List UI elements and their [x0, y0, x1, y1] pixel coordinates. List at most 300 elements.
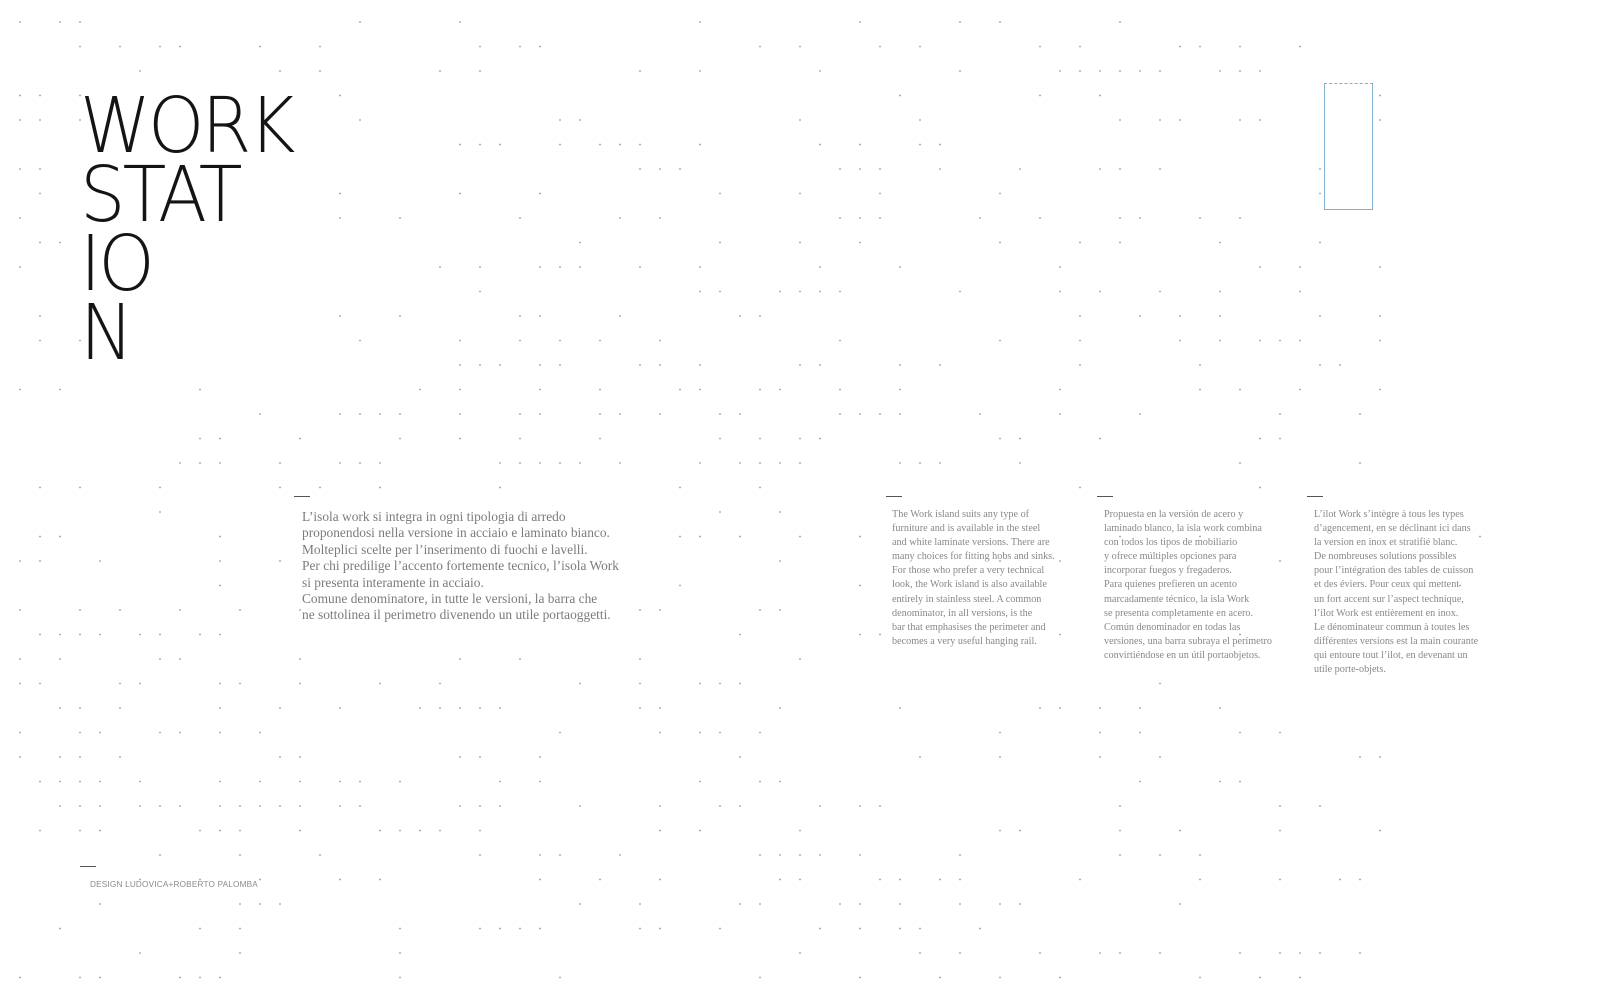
grid-dot [659, 928, 661, 930]
page-title [80, 82, 293, 378]
grid-dot [1279, 413, 1281, 415]
grid-dot [1359, 413, 1361, 415]
grid-dot [419, 389, 421, 391]
grid-dot [79, 781, 81, 783]
grid-dot [159, 487, 161, 489]
grid-dot [1039, 95, 1041, 97]
grid-dot [1379, 389, 1381, 391]
grid-dot [399, 315, 401, 317]
grid-dot [579, 119, 581, 121]
grid-dot [1099, 70, 1101, 72]
grid-dot [519, 413, 521, 415]
grid-dot [299, 658, 301, 660]
grid-dot [59, 658, 61, 660]
grid-dot [239, 609, 241, 611]
grid-dot [459, 658, 461, 660]
grid-dot [1319, 364, 1321, 366]
grid-dot [39, 781, 41, 783]
grid-dot [419, 830, 421, 832]
grid-dot [79, 805, 81, 807]
grid-dot [1079, 364, 1081, 366]
grid-dot [839, 340, 841, 342]
grid-dot [799, 879, 801, 881]
grid-dot [579, 903, 581, 905]
grid-dot [539, 46, 541, 48]
grid-dot [59, 242, 61, 244]
grid-dot [639, 144, 641, 146]
grid-dot [539, 315, 541, 317]
grid-dot [439, 266, 441, 268]
grid-dot [639, 658, 641, 660]
title-line-2: STAT [80, 151, 240, 240]
grid-dot [1059, 266, 1061, 268]
grid-dot [219, 536, 221, 538]
grid-dot [199, 928, 201, 930]
grid-dot [699, 21, 701, 23]
grid-dot [699, 683, 701, 685]
en-line: becomes a very useful hanging rail. [892, 635, 1037, 647]
grid-dot [1259, 340, 1261, 342]
grid-dot [719, 732, 721, 734]
grid-dot [1199, 389, 1201, 391]
grid-dot [719, 928, 721, 930]
designer-credit: DESIGN LUDOVICA+ROBERTO PALOMBA [90, 880, 258, 889]
grid-dot [1059, 977, 1061, 979]
grid-dot [19, 560, 21, 562]
grid-dot [899, 266, 901, 268]
grid-dot [319, 487, 321, 489]
grid-dot [1059, 70, 1061, 72]
es-line: incorporar fuegos y fregaderos. [1104, 565, 1232, 577]
grid-dot [1319, 952, 1321, 954]
grid-dot [179, 609, 181, 611]
grid-dot [59, 707, 61, 709]
fr-line: l’ilot Work est entièrement en inox. [1314, 607, 1459, 619]
grid-dot [79, 707, 81, 709]
grid-dot [239, 683, 241, 685]
grid-dot [19, 609, 21, 611]
grid-dot [639, 364, 641, 366]
grid-dot [979, 413, 981, 415]
grid-dot [619, 854, 621, 856]
grid-dot [179, 46, 181, 48]
grid-dot [879, 168, 881, 170]
grid-dot [339, 707, 341, 709]
grid-dot [999, 438, 1001, 440]
grid-dot [259, 903, 261, 905]
grid-dot [719, 805, 721, 807]
grid-dot [1239, 46, 1241, 48]
grid-dot [519, 217, 521, 219]
grid-dot [1319, 168, 1321, 170]
grid-dot [379, 462, 381, 464]
grid-dot [99, 732, 101, 734]
grid-dot [1239, 119, 1241, 121]
grid-dot [1239, 781, 1241, 783]
grid-dot [879, 193, 881, 195]
grid-dot [1179, 340, 1181, 342]
grid-dot [959, 854, 961, 856]
grid-dot [399, 977, 401, 979]
grid-dot [299, 438, 301, 440]
es-line: y ofrece múltiples opciones para [1104, 551, 1237, 563]
es-line: se presenta completamente en acero. [1104, 607, 1254, 619]
grid-dot [499, 928, 501, 930]
grid-dot [39, 634, 41, 636]
grid-dot [699, 830, 701, 832]
en-line: For those who prefer a very technical [892, 565, 1045, 577]
grid-dot [1219, 781, 1221, 783]
grid-dot [459, 364, 461, 366]
grid-dot [899, 462, 901, 464]
grid-dot [839, 291, 841, 293]
grid-dot [559, 462, 561, 464]
grid-dot [19, 756, 21, 758]
grid-dot [1079, 70, 1081, 72]
grid-dot [599, 340, 601, 342]
grid-dot [139, 805, 141, 807]
grid-dot [79, 46, 81, 48]
grid-dot [1359, 756, 1361, 758]
grid-dot [1019, 168, 1021, 170]
grid-dot [519, 315, 521, 317]
en-line: denominator, in all versions, is the [892, 607, 1033, 619]
grid-dot [819, 854, 821, 856]
grid-dot [1259, 119, 1261, 121]
grid-dot [739, 634, 741, 636]
grid-dot [339, 462, 341, 464]
grid-dot [699, 364, 701, 366]
es-line: con todos los tipos de mobiliario [1104, 537, 1238, 549]
grid-dot [399, 928, 401, 930]
grid-dot [1119, 21, 1121, 23]
grid-dot [619, 144, 621, 146]
grid-dot [1259, 266, 1261, 268]
grid-dot [359, 119, 361, 121]
grid-dot [779, 291, 781, 293]
grid-dot [239, 928, 241, 930]
grid-dot [979, 217, 981, 219]
fr-line: pour l’intégration des tables de cuisson [1314, 565, 1474, 577]
grid-dot [1099, 438, 1101, 440]
grid-dot [219, 585, 221, 587]
grid-dot [479, 144, 481, 146]
grid-dot [1359, 879, 1361, 881]
grid-dot [659, 707, 661, 709]
grid-dot [79, 21, 81, 23]
grid-dot [719, 511, 721, 513]
grid-dot [399, 217, 401, 219]
grid-dot [279, 462, 281, 464]
grid-dot [379, 413, 381, 415]
grid-dot [659, 830, 661, 832]
grid-dot [779, 707, 781, 709]
grid-dot [859, 168, 861, 170]
grid-dot [879, 879, 881, 881]
grid-dot [179, 977, 181, 979]
grid-dot [839, 168, 841, 170]
spanish-text-dash [1097, 496, 1113, 497]
grid-dot [159, 46, 161, 48]
grid-dot [1019, 462, 1021, 464]
grid-dot [199, 830, 201, 832]
grid-dot [59, 805, 61, 807]
grid-dot [159, 511, 161, 513]
grid-dot [739, 683, 741, 685]
grid-dot [259, 732, 261, 734]
fr-line: un fort accent sur l’aspect technique, [1314, 593, 1464, 605]
grid-dot [399, 781, 401, 783]
grid-dot [1219, 291, 1221, 293]
grid-dot [999, 242, 1001, 244]
grid-dot [479, 70, 481, 72]
grid-dot [1299, 291, 1301, 293]
grid-dot [1159, 70, 1161, 72]
grid-dot [1279, 805, 1281, 807]
grid-dot [639, 609, 641, 611]
grid-dot [1059, 707, 1061, 709]
grid-dot [939, 144, 941, 146]
grid-dot [659, 217, 661, 219]
grid-dot [1319, 242, 1321, 244]
grid-dot [139, 952, 141, 954]
grid-dot [899, 928, 901, 930]
grid-dot [819, 928, 821, 930]
grid-dot [39, 487, 41, 489]
description-english [892, 508, 1082, 649]
grid-dot [779, 462, 781, 464]
grid-dot [79, 977, 81, 979]
grid-dot [1319, 193, 1321, 195]
grid-dot [1159, 291, 1161, 293]
grid-dot [759, 46, 761, 48]
grid-dot [1299, 340, 1301, 342]
grid-dot [1239, 70, 1241, 72]
grid-dot [219, 805, 221, 807]
grid-dot [19, 732, 21, 734]
grid-dot [119, 683, 121, 685]
grid-dot [1099, 732, 1101, 734]
grid-dot [999, 340, 1001, 342]
grid-dot [539, 462, 541, 464]
grid-dot [339, 879, 341, 881]
grid-dot [1319, 805, 1321, 807]
grid-dot [1359, 462, 1361, 464]
grid-dot [1379, 266, 1381, 268]
grid-dot [759, 977, 761, 979]
grid-dot [1119, 805, 1121, 807]
grid-dot [699, 732, 701, 734]
grid-dot [799, 438, 801, 440]
grid-dot [619, 217, 621, 219]
grid-dot [719, 413, 721, 415]
grid-dot [1279, 879, 1281, 881]
grid-dot [979, 928, 981, 930]
grid-dot [799, 952, 801, 954]
grid-dot [659, 364, 661, 366]
grid-dot [1219, 242, 1221, 244]
grid-dot [39, 683, 41, 685]
grid-dot [1279, 830, 1281, 832]
grid-dot [439, 683, 441, 685]
grid-dot [679, 536, 681, 538]
grid-dot [459, 193, 461, 195]
grid-dot [1379, 315, 1381, 317]
grid-dot [479, 805, 481, 807]
grid-dot [239, 805, 241, 807]
grid-dot [379, 879, 381, 881]
grid-dot [1019, 438, 1021, 440]
grid-dot [119, 609, 121, 611]
grid-dot [639, 928, 641, 930]
grid-dot [959, 291, 961, 293]
fr-line: De nombreuses solutions possibles [1314, 551, 1457, 563]
grid-dot [339, 781, 341, 783]
grid-dot [719, 683, 721, 685]
grid-dot [199, 438, 201, 440]
en-line: many choices for fitting hobs and sinks. [892, 551, 1055, 563]
grid-dot [219, 977, 221, 979]
grid-dot [519, 438, 521, 440]
grid-dot [239, 830, 241, 832]
grid-dot [1039, 707, 1041, 709]
grid-dot [479, 364, 481, 366]
grid-dot [39, 242, 41, 244]
grid-dot [859, 634, 861, 636]
grid-dot [319, 70, 321, 72]
grid-dot [319, 46, 321, 48]
grid-dot [1379, 340, 1381, 342]
grid-dot [1119, 168, 1121, 170]
grid-dot [799, 854, 801, 856]
grid-dot [819, 364, 821, 366]
grid-dot [919, 928, 921, 930]
grid-dot [19, 389, 21, 391]
grid-dot [879, 217, 881, 219]
grid-dot [1199, 977, 1201, 979]
grid-dot [379, 830, 381, 832]
grid-dot [779, 511, 781, 513]
grid-dot [899, 707, 901, 709]
grid-dot [939, 168, 941, 170]
grid-dot [759, 315, 761, 317]
grid-dot [439, 707, 441, 709]
grid-dot [699, 781, 701, 783]
grid-dot [1199, 46, 1201, 48]
grid-dot [1159, 168, 1161, 170]
grid-dot [159, 732, 161, 734]
grid-dot [879, 634, 881, 636]
grid-dot [1159, 952, 1161, 954]
grid-dot [339, 805, 341, 807]
grid-dot [139, 634, 141, 636]
grid-dot [459, 340, 461, 342]
grid-dot [1239, 389, 1241, 391]
grid-dot [1179, 46, 1181, 48]
grid-dot [199, 462, 201, 464]
grid-dot [759, 438, 761, 440]
fr-line: utile porte-objets. [1314, 664, 1386, 676]
en-line: The Work island suits any type of [892, 509, 1030, 520]
grid-dot [59, 389, 61, 391]
grid-dot [999, 193, 1001, 195]
grid-dot [519, 340, 521, 342]
grid-dot [819, 266, 821, 268]
grid-dot [59, 781, 61, 783]
grid-dot [339, 413, 341, 415]
grid-dot [519, 46, 521, 48]
grid-dot [119, 756, 121, 758]
grid-dot [239, 854, 241, 856]
grid-dot [59, 21, 61, 23]
grid-dot [279, 560, 281, 562]
grid-dot [1039, 217, 1041, 219]
grid-dot [939, 364, 941, 366]
grid-dot [999, 21, 1001, 23]
fr-line: et des éviers. Pour ceux qui mettent [1314, 579, 1460, 591]
fr-line: la version en inox et stratifié blanc. [1314, 537, 1458, 549]
grid-dot [379, 683, 381, 685]
grid-dot [1099, 952, 1101, 954]
grid-dot [219, 560, 221, 562]
grid-dot [1279, 732, 1281, 734]
grid-dot [1319, 315, 1321, 317]
grid-dot [559, 340, 561, 342]
grid-dot [1339, 879, 1341, 881]
grid-dot [1139, 732, 1141, 734]
grid-dot [1379, 830, 1381, 832]
grid-dot [119, 707, 121, 709]
grid-dot [779, 854, 781, 856]
grid-dot [499, 805, 501, 807]
grid-dot [1079, 879, 1081, 881]
grid-dot [639, 903, 641, 905]
title-line-1: WORK [80, 82, 293, 171]
grid-dot [739, 462, 741, 464]
grid-dot [779, 560, 781, 562]
grid-dot [919, 952, 921, 954]
grid-dot [1159, 119, 1161, 121]
grid-dot [59, 634, 61, 636]
grid-dot [499, 707, 501, 709]
grid-dot [579, 266, 581, 268]
grid-dot [1219, 70, 1221, 72]
grid-dot [819, 144, 821, 146]
grid-dot [199, 634, 201, 636]
grid-dot [19, 658, 21, 660]
grid-dot [799, 536, 801, 538]
grid-dot [359, 781, 361, 783]
grid-dot [1099, 707, 1101, 709]
grid-dot [59, 536, 61, 538]
grid-dot [79, 487, 81, 489]
grid-dot [719, 242, 721, 244]
grid-dot [1139, 70, 1141, 72]
grid-dot [1079, 340, 1081, 342]
grid-dot [799, 193, 801, 195]
grid-dot [859, 928, 861, 930]
grid-dot [1339, 364, 1341, 366]
grid-dot [239, 903, 241, 905]
grid-dot [279, 756, 281, 758]
grid-dot [259, 46, 261, 48]
fr-line: Le dénominateur commun à toutes les [1314, 621, 1470, 633]
es-line: laminado blanco, la isla work combina [1104, 523, 1262, 535]
grid-dot [1299, 977, 1301, 979]
grid-dot [1079, 46, 1081, 48]
grid-dot [519, 928, 521, 930]
grid-dot [1239, 462, 1241, 464]
